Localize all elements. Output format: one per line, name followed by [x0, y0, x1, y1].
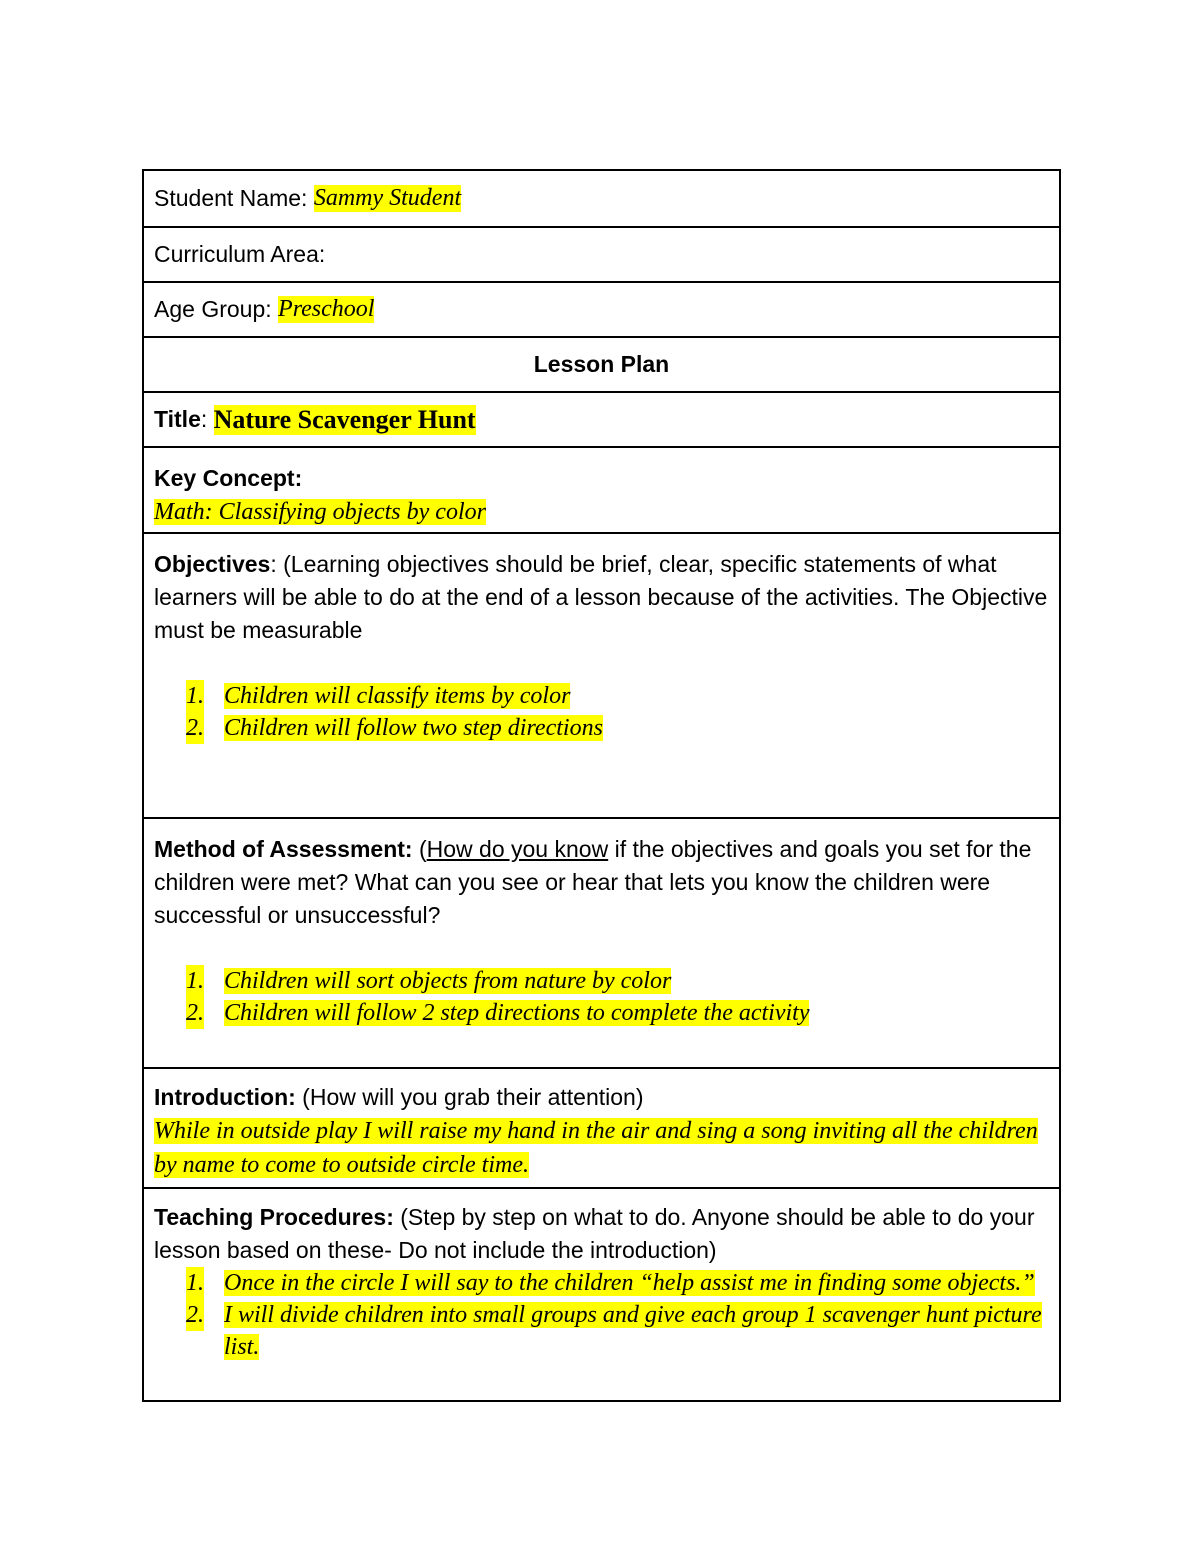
- objectives-label: Objectives: [154, 551, 271, 577]
- assessment-row: [144, 817, 1059, 1067]
- procedures-label: Teaching Procedures:: [154, 1204, 394, 1230]
- title-colon: :: [200, 406, 214, 432]
- introduction-answer: While in outside play I will raise my hand in the air and sing a song inviting all the children by name to come to outside circle time.: [154, 1118, 1038, 1178]
- procedures-instructions: (Step by step on what to do. Anyone should be able to do your lesson based on these- Do not include the introduction): [154, 1204, 1035, 1263]
- objectives-row: [144, 532, 1059, 817]
- curriculum-area-row: [144, 226, 1059, 281]
- objectives-list: [154, 680, 1049, 744]
- age-group-label: Age Group:: [154, 296, 279, 322]
- age-group-value: Preschool: [278, 296, 375, 322]
- student-name-label: Student Name:: [154, 185, 314, 211]
- assessment-label: Method of Assessment:: [154, 836, 413, 862]
- title-row: [144, 391, 1059, 446]
- procedures-list: [154, 1267, 1049, 1363]
- assessment-underlined: How do you know: [426, 836, 609, 862]
- list-item: [186, 1299, 1049, 1363]
- list-text: Children will follow two step directions: [224, 715, 603, 741]
- list-item: [186, 1267, 1049, 1299]
- title-label: Title: [154, 406, 201, 432]
- list-item: [186, 680, 1049, 712]
- objectives-instructions: : (Learning objectives should be brief, clear, specific statements of what learners will be able to do at the end of a lesson because of the activities. The Objective must be measurable: [154, 551, 1048, 643]
- key-concept-value: Math: Classifying objects by color: [154, 499, 486, 525]
- assessment-instructions: if the objectives and goals you set for the children were met? What can you see or hear that lets you know the children were successful or unsuccessful?: [154, 836, 1032, 928]
- list-text: Children will sort objects from nature by color: [224, 968, 672, 994]
- list-text: Children will classify items by color: [224, 683, 571, 709]
- introduction-label: Introduction:: [154, 1084, 296, 1110]
- lesson-plan-heading-row: [144, 336, 1059, 391]
- introduction-instructions: (How will you grab their attention): [295, 1084, 644, 1110]
- assessment-paren: (: [412, 836, 427, 862]
- list-item: [186, 712, 1049, 744]
- list-item: [186, 965, 1049, 997]
- title-value: Nature Scavenger Hunt: [213, 404, 476, 434]
- introduction-row: [144, 1067, 1059, 1187]
- list-number: 1.: [186, 1267, 204, 1299]
- list-number: 1.: [186, 680, 204, 712]
- list-item: [186, 997, 1049, 1029]
- curriculum-area-label: Curriculum Area:: [154, 241, 326, 267]
- list-number: 2.: [186, 712, 204, 744]
- list-text: I will divide children into small groups and give each group 1 scavenger hunt picture list.: [224, 1302, 1042, 1360]
- lesson-plan-form: [142, 169, 1061, 1402]
- lesson-plan-heading: Lesson Plan: [533, 351, 670, 377]
- student-name-value: Sammy Student: [313, 185, 462, 211]
- list-number: 2.: [186, 997, 204, 1029]
- procedures-row: [144, 1187, 1059, 1400]
- assessment-list: [154, 965, 1049, 1029]
- list-number: 2.: [186, 1299, 204, 1331]
- list-text: Once in the circle I will say to the children “help assist me in finding some objects.”: [224, 1270, 1035, 1296]
- age-group-row: [144, 281, 1059, 336]
- key-concept-row: [144, 446, 1059, 532]
- list-number: 1.: [186, 965, 204, 997]
- student-name-row: [144, 171, 1059, 226]
- list-text: Children will follow 2 step directions to complete the activity: [224, 1000, 810, 1026]
- key-concept-label: Key Concept:: [154, 465, 303, 491]
